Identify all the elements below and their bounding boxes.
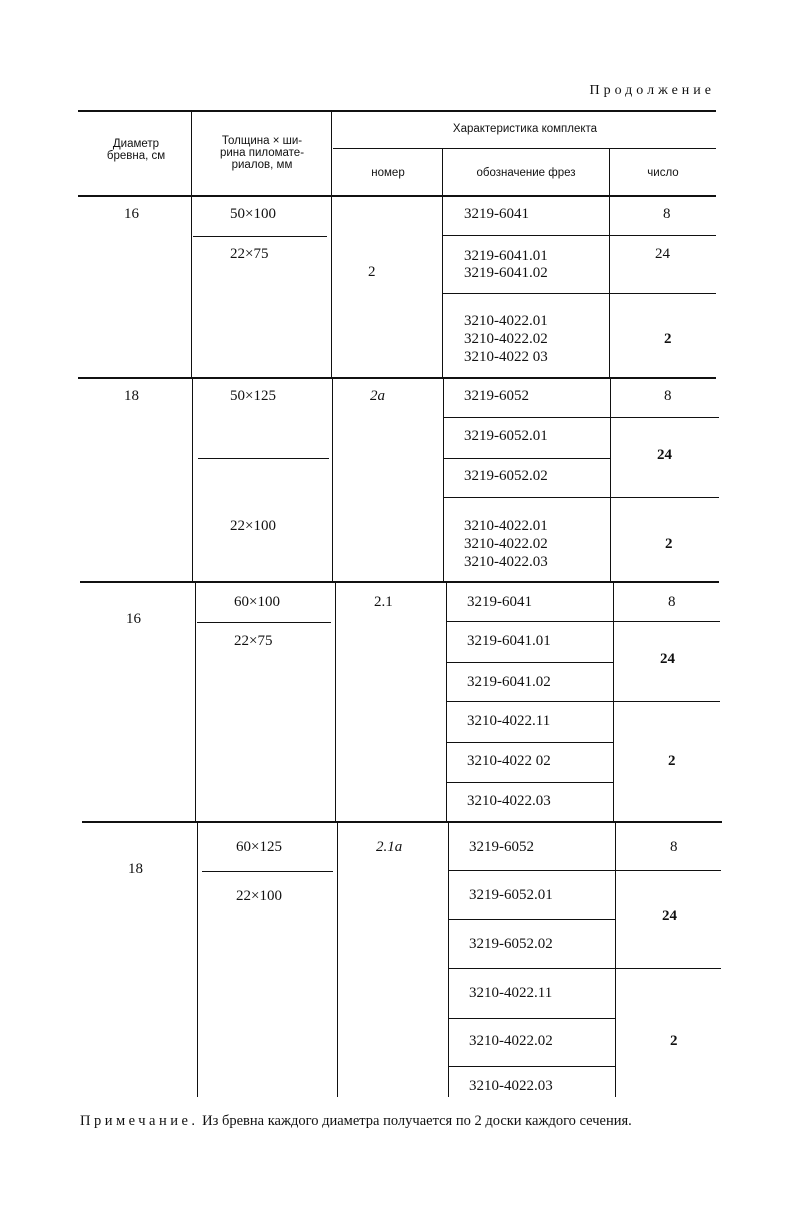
header-size (196, 135, 328, 171)
count-cell: 24 (655, 246, 670, 262)
col-rule (337, 823, 338, 1097)
cutter-cell: 3219-6041.02 (467, 674, 551, 690)
header-bottom-rule (78, 195, 716, 197)
row-rule (193, 236, 327, 237)
note-label: Примечание. (80, 1113, 199, 1129)
count-cell: 24 (657, 447, 672, 463)
header-diameter-line: Диаметр (112, 138, 160, 150)
cutter-cell: 3210-4022.01 (464, 518, 548, 534)
size-cell: 22×75 (230, 246, 269, 262)
number-cell: 2.1a (376, 839, 403, 855)
col-rule (610, 499, 611, 582)
col-rule (192, 379, 193, 582)
cutter-cell: 3219-6041 (467, 594, 532, 610)
cutter-cell: 3219-6041 (464, 206, 529, 222)
size-cell: 60×125 (236, 839, 282, 855)
row-rule (447, 701, 720, 702)
diameter-cell: 18 (128, 861, 143, 877)
count-cell: 8 (664, 388, 672, 404)
row-rule (449, 968, 721, 969)
size-cell: 22×75 (234, 633, 273, 649)
row-rule (197, 622, 331, 623)
size-cell: 22×100 (230, 518, 276, 534)
count-cell: 8 (668, 594, 676, 610)
count-cell: 24 (660, 651, 675, 667)
col-rule (335, 583, 336, 821)
row-rule (202, 871, 333, 872)
count-cell: 2 (665, 536, 673, 552)
row-rule (449, 870, 721, 871)
diameter-cell: 18 (124, 388, 139, 404)
header-vline (331, 112, 332, 195)
diameter-cell: 16 (124, 206, 139, 222)
number-cell: 2a (370, 388, 385, 404)
number-cell: 2.1 (374, 594, 393, 610)
size-cell: 60×100 (234, 594, 280, 610)
cutter-cell: 3210-4022 03 (464, 349, 548, 365)
col-rule (197, 823, 198, 1097)
count-cell: 24 (662, 908, 677, 924)
note-text: Из бревна каждого диаметра получается по 2 доски каждого сечения. (202, 1113, 632, 1129)
col-rule (446, 583, 447, 821)
row-rule (444, 497, 719, 498)
col-rule (442, 197, 443, 378)
col-rule (609, 197, 610, 378)
cutter-cell: 3210-4022.11 (467, 713, 551, 729)
count-cell: 2 (668, 753, 676, 769)
row-rule (449, 1066, 615, 1067)
size-cell: 50×125 (230, 388, 276, 404)
count-cell: 2 (670, 1033, 678, 1049)
header-diameter-line: бревна, см (106, 150, 166, 162)
header-count: число (647, 167, 679, 179)
cutter-cell: 3219-6052 (469, 839, 534, 855)
number-cell: 2 (368, 264, 376, 280)
cutter-cell: 3210-4022.03 (469, 1078, 553, 1094)
cutter-cell: 3210-4022.01 (464, 313, 548, 329)
header-characteristic: Характеристика комплекта (452, 123, 598, 135)
cutter-cell: 3210-4022.03 (467, 793, 551, 809)
cutter-cell: 3219-6041.02 (464, 265, 548, 281)
header-number: номер (371, 167, 405, 179)
cutter-cell: 3219-6052.02 (469, 936, 553, 952)
continuation-label: Продолжение (589, 83, 715, 98)
col-rule (191, 197, 192, 378)
col-rule (615, 823, 616, 1097)
header-cutter-designation: обозначение фрез (476, 167, 576, 179)
header-diameter (86, 138, 186, 162)
row-rule (447, 621, 720, 622)
size-cell: 50×100 (230, 206, 276, 222)
cutter-cell: 3210-4022 02 (467, 753, 551, 769)
cutter-cell: 3219-6041.01 (464, 248, 548, 264)
cutter-cell: 3219-6052.02 (464, 468, 548, 484)
row-rule (449, 919, 615, 920)
row-rule (449, 1018, 615, 1019)
table-note (80, 1112, 730, 1131)
col-rule (610, 379, 611, 499)
header-vline (191, 112, 192, 195)
diameter-cell: 16 (126, 611, 141, 627)
cutter-cell: 3210-4022.03 (464, 554, 548, 570)
col-rule (195, 583, 196, 821)
row-rule (444, 417, 719, 418)
table-top-rule (78, 110, 716, 112)
row-rule (443, 235, 716, 236)
cutter-cell: 3219-6052 (464, 388, 529, 404)
header-subrule (333, 148, 716, 149)
row-rule (443, 293, 716, 294)
header-size-line: Толщина × ши- (221, 135, 303, 147)
col-rule (332, 379, 333, 582)
row-rule (198, 458, 329, 459)
header-size-line: риалов, мм (231, 159, 293, 171)
col-rule (448, 823, 449, 1097)
row-rule (447, 742, 613, 743)
count-cell: 8 (663, 206, 671, 222)
header-vline (609, 149, 610, 195)
cutter-cell: 3219-6041.01 (467, 633, 551, 649)
cutter-cell: 3219-6052.01 (464, 428, 548, 444)
group-rule (82, 821, 722, 823)
col-rule (443, 379, 444, 582)
cutter-cell: 3219-6052.01 (469, 887, 553, 903)
col-rule (331, 197, 332, 378)
cutter-cell: 3210-4022.02 (469, 1033, 553, 1049)
row-rule (447, 782, 613, 783)
cutter-cell: 3210-4022.02 (464, 536, 548, 552)
header-vline (442, 149, 443, 195)
col-rule (613, 583, 614, 821)
row-rule (447, 662, 613, 663)
group-rule (80, 581, 719, 583)
count-cell: 8 (670, 839, 678, 855)
count-cell: 2 (664, 331, 672, 347)
cutter-cell: 3210-4022.02 (464, 331, 548, 347)
header-size-line: рина пиломате- (219, 147, 305, 159)
cutter-cell: 3210-4022.11 (469, 985, 553, 1001)
size-cell: 22×100 (236, 888, 282, 904)
group-rule (78, 377, 716, 379)
row-rule (444, 458, 610, 459)
